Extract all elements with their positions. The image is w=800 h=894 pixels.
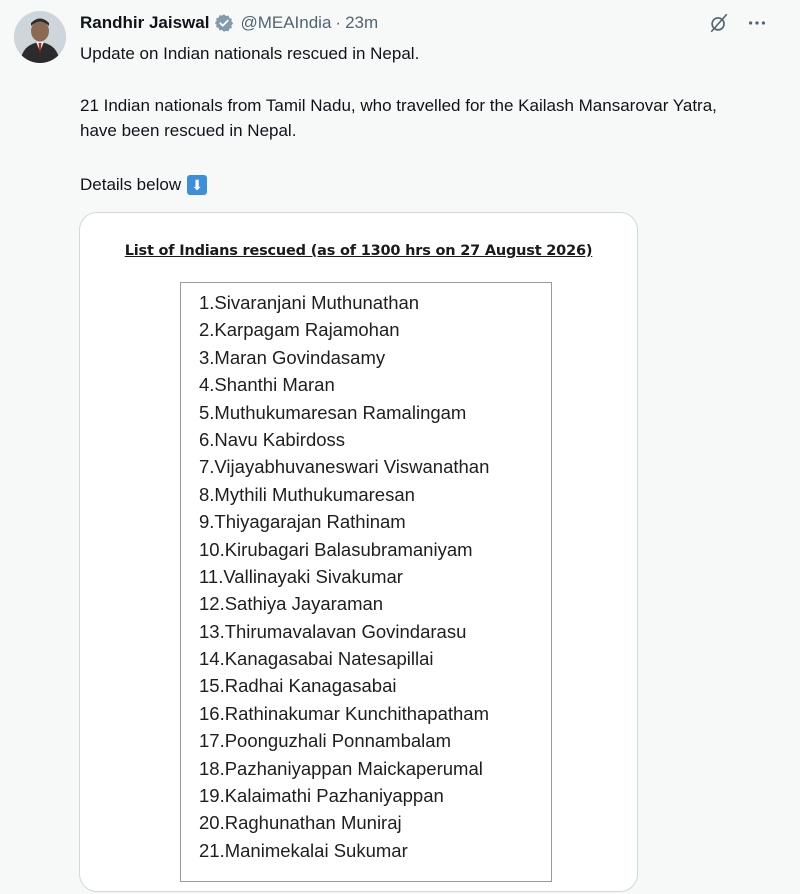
list-item: 18.Pazhaniyappan Maickaperumal: [199, 757, 483, 779]
list-item: 21.Manimekalai Sukumar: [199, 839, 408, 861]
list-item: 15.Radhai Kanagasabai: [199, 675, 397, 697]
names-list: [199, 289, 489, 864]
list-item: 10.Kirubagari Balasubramaniyam: [199, 538, 473, 560]
list-item: 2.Karpagam Rajamohan: [199, 319, 400, 341]
post-text-body: 21 Indian nationals from Tamil Nadu, who travelled for the Kailash Mansarovar Yatra, have been rescued in Nepal.: [80, 96, 717, 140]
verified-badge-icon[interactable]: [214, 13, 234, 33]
list-item: 1.Sivaranjani Muthunathan: [199, 292, 420, 313]
list-item: 14.Kanagasabai Natesapillai: [199, 648, 434, 670]
more-icon[interactable]: [746, 12, 768, 34]
details-label: Details below: [80, 175, 182, 194]
list-item: 6.Navu Kabirdoss: [199, 428, 346, 450]
list-item: 3.Maran Govindasamy: [199, 346, 386, 368]
post-actions: [708, 12, 768, 34]
list-item: 13.Thirumavalavan Govindarasu: [199, 620, 467, 642]
post-text-details: [80, 172, 207, 197]
list-item: 7.Vijayabhuvaneswari Viswanathan: [199, 456, 490, 478]
media-card[interactable]: [79, 212, 638, 892]
list-item: 4.Shanthi Maran: [199, 374, 335, 396]
list-item: 9.Thiyagarajan Rathinam: [199, 511, 406, 533]
author-name[interactable]: Randhir Jaiswal: [80, 13, 210, 32]
list-item: 17.Poonguzhali Ponnambalam: [199, 730, 451, 752]
post-text-line1: Update on Indian nationals rescued in Nepal.: [80, 44, 420, 63]
post-timestamp[interactable]: 23m: [345, 13, 379, 32]
list-item: 12.Sathiya Jayaraman: [199, 593, 384, 615]
header-separator: ·: [335, 13, 342, 32]
author-handle[interactable]: @MEAIndia: [240, 13, 332, 32]
list-item: 8.Mythili Muthukumaresan: [199, 483, 415, 505]
list-item: 20.Raghunathan Muniraj: [199, 812, 402, 834]
names-box: [180, 282, 552, 882]
list-item: 16.Rathinakumar Kunchithapatham: [199, 702, 490, 724]
list-item: 19.Kalaimathi Pazhaniyappan: [199, 785, 444, 807]
grok-icon[interactable]: [708, 12, 730, 34]
list-title: List of Indians rescued (as of 1300 hrs on 27 August 2026): [124, 243, 593, 259]
list-item: 5.Muthukumaresan Ramalingam: [199, 401, 467, 423]
post-header: [80, 11, 378, 35]
avatar[interactable]: [14, 11, 66, 63]
list-item: 11.Vallinayaki Sivakumar: [199, 565, 403, 587]
down-arrow-emoji: ⬇: [187, 175, 207, 195]
